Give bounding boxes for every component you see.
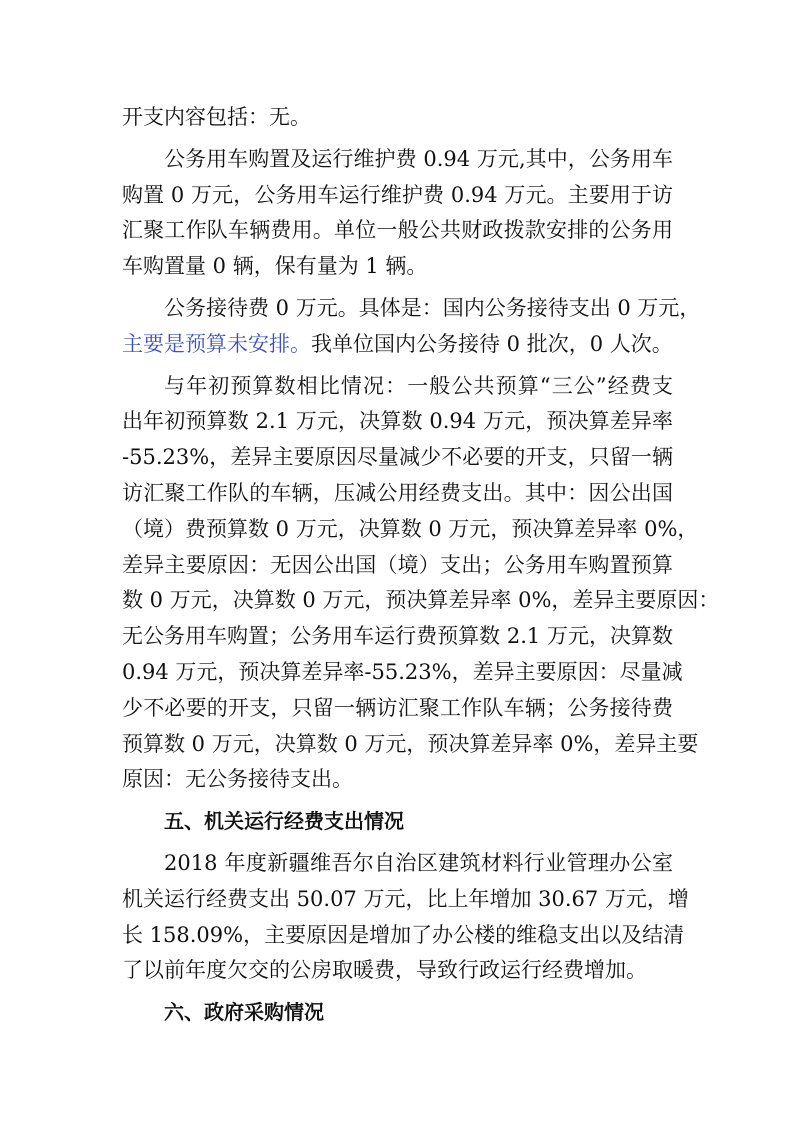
text-line: 长 158.09%，主要原因是增加了办公楼的维稳支出以及结清 <box>122 922 685 947</box>
text-line <box>122 327 673 363</box>
text-line: 差异主要原因：无因公出国（境）支出；公务用车购置预算 <box>122 552 673 577</box>
text-line: 数 0 万元，决算数 0 万元，预决算差异率 0%，差异主要原因： <box>122 588 720 613</box>
text-line: 机关运行经费支出 50.07 万元，比上年增加 30.67 万元，增 <box>122 886 689 911</box>
text-line: 少不必要的开支，只留一辆访汇聚工作队车辆；公务接待费 <box>122 695 673 720</box>
text-line: 了以前年度欠交的公房取暖费，导致行政运行经费增加。 <box>122 958 647 983</box>
text-line: 无公务用车购置；公务用车运行费预算数 2.1 万元，决算数 <box>122 624 673 649</box>
text-span: 我单位国内公务接待 0 批次，0 人次。 <box>311 331 673 356</box>
text-line: 开支内容包括：无。 <box>122 105 311 129</box>
text-line: 预算数 0 万元，决算数 0 万元，预决算差异率 0%，差异主要 <box>122 731 699 756</box>
text-line: 与年初预算数相比情况：一般公共预算“三公”经费支 <box>164 373 673 398</box>
section-heading: 五、机关运行经费支出情况 <box>164 809 404 834</box>
text-line: （境）费预算数 0 万元，决算数 0 万元，预决算差异率 0%， <box>122 516 699 541</box>
text-line: 访汇聚工作队的车辆，压减公用经费支出。其中：因公出国 <box>122 480 673 505</box>
text-line: 出年初预算数 2.1 万元，决算数 0.94 万元，预决算差异率 <box>122 409 673 434</box>
text-line: 车购置量 0 辆，保有量为 1 辆。 <box>122 254 428 279</box>
text-line: 公务接待费 0 万元。具体是：国内公务接待支出 0 万元， <box>164 295 701 320</box>
text-line: 购置 0 万元，公务用车运行维护费 0.94 万元。主要用于访 <box>122 182 673 207</box>
text-line: -55.23%，差异主要原因尽量减少不必要的开支，只留一辆 <box>122 445 673 470</box>
text-line: 原因：无公务接待支出。 <box>122 767 353 792</box>
highlighted-text: 主要是预算未安排。 <box>122 331 311 356</box>
text-line: 2018 年度新疆维吾尔自治区建筑材料行业管理办公室 <box>164 850 673 875</box>
section-heading: 六、政府采购情况 <box>164 1000 324 1025</box>
text-line: 公务用车购置及运行维护费 0.94 万元,其中，公务用车 <box>164 146 673 171</box>
text-line: 汇聚工作队车辆费用。单位一般公共财政拨款安排的公务用 <box>122 218 673 243</box>
document-body <box>122 100 720 1031</box>
text-line: 0.94 万元，预决算差异率-55.23%，差异主要原因：尽量减 <box>122 659 683 684</box>
